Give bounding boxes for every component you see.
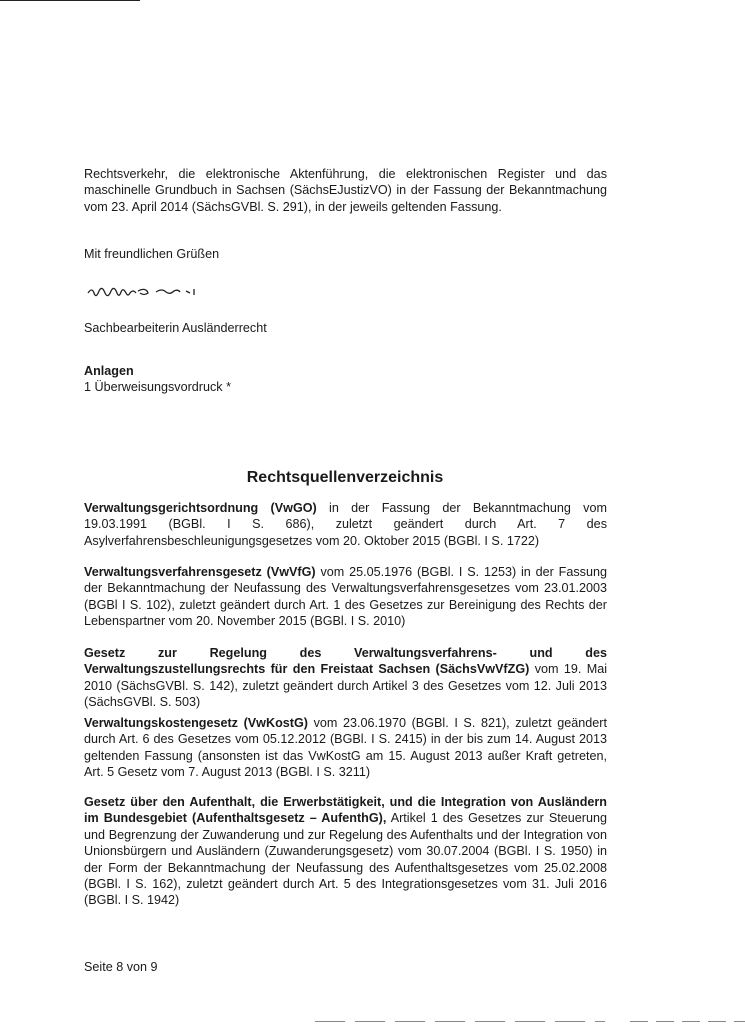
attachment-item: 1 Überweisungsvordruck * — [84, 380, 231, 394]
source-entry-text: vom 25.05.1976 (BGBl. I S. 1253) in der Fassung der Bekanntmachung der Neufassung des Verwaltungsverfahrensgesetzes vom 23.01.2003 (BGBl I S. 102), zuletzt geändert durch Art. 1 des Gesetzes zur Bereinigung des Rechts der Lebenspartner vom 20. November 2015 (BGBl. I S. 2010) — [84, 565, 607, 629]
source-entry-title: Verwaltungsgerichtsordnung (VwGO) — [84, 501, 317, 515]
source-entry-aufenthg — [84, 794, 607, 909]
scan-artifact-bottom-right — [630, 1021, 745, 1022]
scan-artifact-bottom — [315, 1021, 605, 1022]
intro-paragraph: Rechtsverkehr, die elektronische Aktenführung, die elektronischen Register und das maschinelle Grundbuch in Sachsen (SächsEJustizVO) in der Fassung der Bekanntmachung vom 23. April 2014 (SächsGVBl. S. 291), in der jeweils geltenden Fassung. — [84, 167, 607, 214]
source-entry-text: vom 23.06.1970 (BGBl. I S. 821), zuletzt geändert durch Art. 6 des Gesetzes vom 05.12.2012 (BGBl. I S. 2415) in der bis zum 14. August 2013 geltenden Fassung (ansonsten ist das VwKostG am 15. August 2013 außer Kraft getreten, Art. 5 Gesetz vom 7. August 2013 (BGBl. I S. 3211) — [84, 716, 607, 780]
page-number: Seite 8 von 9 — [84, 960, 158, 974]
sources-heading: Rechtsquellenverzeichnis — [246, 469, 444, 486]
source-entry-saechsvwvfzg — [84, 645, 607, 711]
attachments-heading: Anlagen — [84, 364, 134, 378]
scan-artifact-top — [0, 0, 140, 1]
source-entry-vwkostg — [84, 715, 607, 781]
source-entry-title: Gesetz über den Aufenthalt, die Erwerbstätigkeit, und die Integration von Ausländern im Bundesgebiet (Aufenthaltsgesetz – AufenthG), — [84, 795, 607, 826]
handwritten-signature — [86, 283, 246, 305]
signer-title: Sachbearbeiterin Ausländerrecht — [84, 321, 267, 335]
source-entry-title: Verwaltungsverfahrensgesetz (VwVfG) — [84, 565, 316, 579]
source-entry-vwgo — [84, 500, 607, 549]
closing-greeting: Mit freundlichen Grüßen — [84, 247, 220, 261]
source-entry-vwvfg — [84, 564, 607, 630]
source-entry-text: Artikel 1 des Gesetzes zur Steuerung und Begrenzung der Zuwanderung und zur Regelung des Aufenthalts und der Integration von Unionsbürgern und Ausländern (Zuwanderungsgesetz) vom 30.07.2004 (BGBl. I S. 1950) in der Form der Bekanntmachung der Neufassung des Aufenthaltsgesetzes vom 25.02.2008 (BGBl. I S. 162), zuletzt geändert durch Art. 5 des Integrationsgesetzes vom 31. Juli 2016 (BGBl. I S. 1942) — [84, 811, 607, 908]
source-entry-title: Gesetz zur Regelung des Verwaltungsverfahrens- und des Verwaltungszustellungsrechts für den Freistaat Sachsen (SächsVwVfZG) — [84, 646, 607, 677]
source-entry-text: in der Fassung der Bekanntmachung vom 19.03.1991 (BGBl. I S. 686), zuletzt geändert durch Art. 7 des Asylverfahrensbeschleunigungsgesetzes vom 20. Oktober 2015 (BGBl. I S. 1722) — [84, 501, 607, 548]
source-entry-text: vom 19. Mai 2010 (SächsGVBl. S. 142), zuletzt geändert durch Artikel 3 des Gesetzes vom 12. Juli 2013 (SächsGVBl. S. 503) — [84, 662, 608, 710]
source-entry-title: Verwaltungskostengesetz (VwKostG) — [84, 716, 308, 730]
